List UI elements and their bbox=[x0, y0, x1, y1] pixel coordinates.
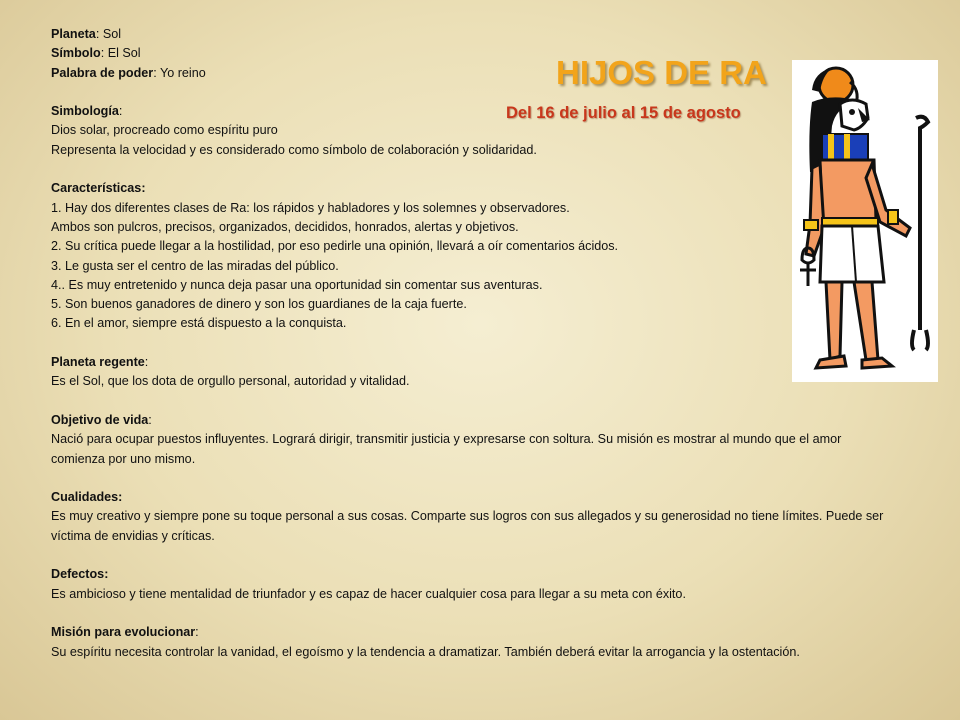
simbologia-line: Representa la velocidad y es considerado como símbolo de colaboración y solidaridad. bbox=[51, 142, 537, 157]
palabra-value: Yo reino bbox=[159, 65, 206, 80]
mision-heading-line: Misión para evolucionar: bbox=[51, 625, 199, 640]
caracteristica-item: 5. Son buenos ganadores de dinero y son los guardianes de la caja fuerte. bbox=[51, 297, 467, 312]
planeta-regente-heading: Planeta regente bbox=[51, 355, 145, 370]
caracteristica-item: 2. Su crítica puede llegar a la hostilidad, por eso pedirle una opinión, llevará a oír comentarios ácidos. bbox=[51, 239, 619, 254]
planeta-label: Planeta bbox=[51, 27, 96, 41]
caracteristica-item: 1. Hay dos diferentes clases de Ra: los rápidos y habladores y los solemnes y observadores. bbox=[51, 200, 570, 215]
simbologia-heading-line: Simbología: bbox=[51, 104, 123, 119]
simbolo-value: El Sol bbox=[107, 46, 141, 61]
spacer bbox=[51, 83, 891, 102]
planeta-line: Planeta: Sol bbox=[51, 27, 122, 41]
simbolo-label: Símbolo bbox=[51, 46, 101, 61]
defectos-heading: Defectos: bbox=[51, 567, 109, 582]
caracteristica-item: 3. Le gusta ser el centro de las miradas del público. bbox=[51, 258, 339, 273]
defectos-heading-line bbox=[51, 565, 891, 584]
defectos-text: Es ambicioso y tiene mentalidad de triunfador y es capaz de hacer cualquier cosa para llegar a su meta con éxito. bbox=[51, 586, 686, 601]
palabra-label: Palabra de poder bbox=[51, 65, 154, 80]
planeta-regente-text: Es el Sol, que los dota de orgullo personal, autoridad y vitalidad. bbox=[51, 374, 410, 389]
spacer bbox=[51, 334, 891, 353]
caracteristica-item: Ambos son pulcros, precisos, organizados, decididos, honrados, alertas y objetivos. bbox=[51, 219, 519, 234]
caracteristica-item: 4.. Es muy entretenido y nunca deja pasar una oportunidad sin comentar sus aventuras. bbox=[51, 277, 543, 292]
slide-subtitle: Del 16 de julio al 15 de agosto bbox=[506, 104, 741, 122]
spacer bbox=[51, 604, 891, 623]
simbolo-line: Símbolo: El Sol bbox=[51, 46, 141, 61]
spacer bbox=[51, 546, 891, 565]
objetivo-heading-line: Objetivo de vida: bbox=[51, 412, 152, 427]
planeta-value: Sol bbox=[102, 27, 122, 41]
objetivo-heading: Objetivo de vida bbox=[51, 412, 149, 427]
planeta-regente-heading-line: Planeta regente: bbox=[51, 355, 149, 370]
spacer bbox=[51, 160, 891, 179]
spacer bbox=[51, 392, 891, 411]
caracteristica-item: 6. En el amor, siempre está dispuesto a la conquista. bbox=[51, 316, 347, 331]
simbologia-line: Dios solar, procreado como espíritu puro bbox=[51, 123, 278, 138]
caracteristicas-heading-line bbox=[51, 179, 891, 198]
cualidades-text: Es muy creativo y siempre pone su toque personal a sus cosas. Comparte sus logros con sus allegados y su generosidad no tiene límites. Puede ser víctima de envidias y críticas. bbox=[51, 509, 884, 543]
slide-title: HIJOS DE RA bbox=[556, 54, 767, 91]
mision-heading: Misión para evolucionar bbox=[51, 625, 196, 640]
objetivo-text: Nació para ocupar puestos influyentes. Logrará dirigir, transmitir justicia y expresarse con soltura. Su misión es mostrar al mundo que el amor comienza por uno mismo. bbox=[51, 432, 842, 466]
cualidades-heading-line bbox=[51, 488, 891, 507]
mision-text: Su espíritu necesita controlar la vanidad, el egoísmo y la tendencia a dramatizar. También deberá evitar la arrogancia y la ostentación. bbox=[51, 644, 800, 659]
content-text bbox=[51, 25, 891, 662]
palabra-line: Palabra de poder: Yo reino bbox=[51, 65, 206, 80]
spacer bbox=[51, 469, 891, 488]
cualidades-heading: Cualidades: bbox=[51, 490, 123, 505]
simbologia-heading: Simbología bbox=[51, 104, 119, 119]
caracteristicas-heading: Características: bbox=[51, 181, 146, 196]
